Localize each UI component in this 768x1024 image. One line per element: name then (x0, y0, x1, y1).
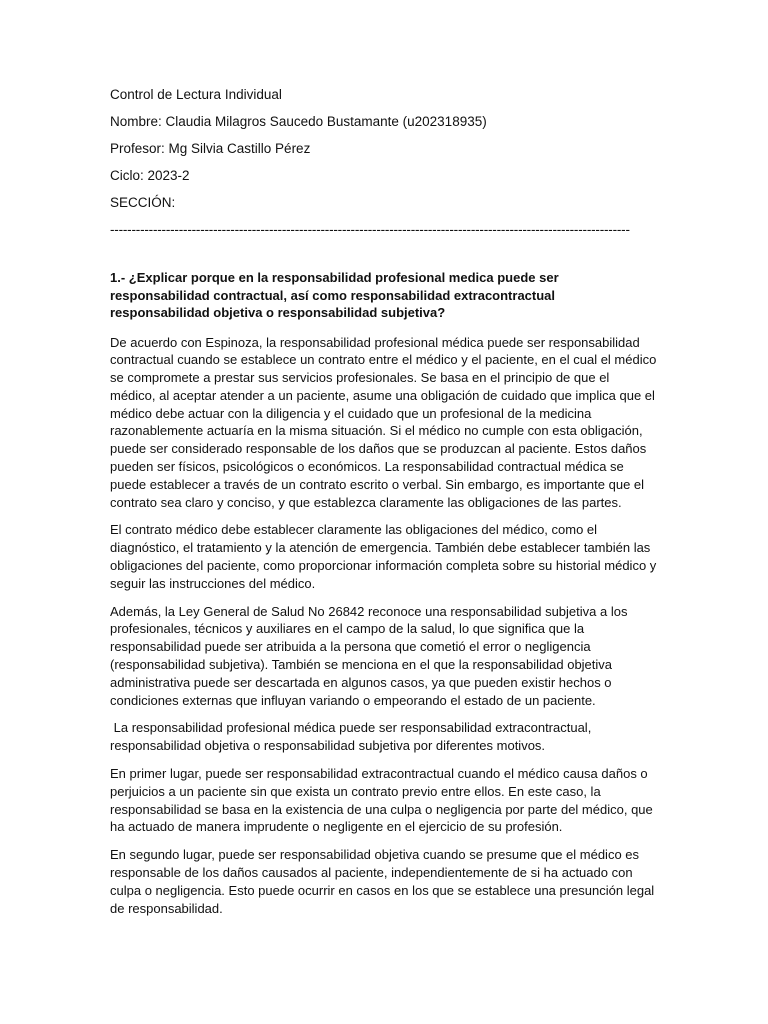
paragraph-1: De acuerdo con Espinoza, la responsabilidad profesional médica puede ser responsabilidad contractual cuando se establece un contrato entre el médico y el paciente, en el cual el médico se compromete a prestar sus servicios profesionales. Se basa en el principio de que el médico, al aceptar atender a un paciente, asume una obligación de cuidado que implica que el médico debe actuar con la diligencia y el cuidado que un profesional de la medicina razonablemente actuaría en la misma situación. Si el médico no cumple con esta obligación, puede ser considerado responsable de los daños que se produzcan al paciente. Estos daños pueden ser físicos, psicológicos o económicos. La responsabilidad contractual médica se puede establecer a través de un contrato escrito o verbal. Sin embargo, es importante que el contrato sea claro y conciso, y que establezca claramente las obligaciones de las partes. (110, 334, 657, 510)
professor-name: Profesor: Mg Silvia Castillo Pérez (110, 141, 311, 156)
paragraph-2: El contrato médico debe establecer claramente las obligaciones del médico, como el diagnóstico, el tratamiento y la atención de emergencia. También debe establecer también las obligaciones del paciente, como proporcionar información completa sobre su historial médico y seguir las instrucciones del médico. (110, 522, 657, 591)
paragraph-4: La responsabilidad profesional médica puede ser responsabilidad extracontractual, responsabilidad objetiva o responsabilidad subjetiva por diferentes motivos. (110, 720, 595, 754)
paragraph-6: En segundo lugar, puede ser responsabilidad objetiva cuando se presume que el médico es responsable de los daños causados al paciente, independientemente de si ha actuado con culpa o negligencia. Esto puede ocurrir en casos en los que se establece una presunción legal de responsabilidad. (110, 847, 655, 916)
paragraph-3: Además, la Ley General de Salud No 26842 reconoce una responsabilidad subjetiva a los profesionales, técnicos y auxiliares en el campo de la salud, lo que significa que la responsabilidad puede ser atribuida a la persona que cometió el error o negligencia (responsabilidad subjetiva). También se menciona en el que la responsabilidad objetiva administrativa puede ser descartada en algunos casos, ya que pueden existir hechos o condiciones externas que influyan variando o empeorando el estado de un paciente. (110, 603, 628, 708)
paragraph-5: En primer lugar, puede ser responsabilidad extracontractual cuando el médico causa daños o perjuicios a un paciente sin que exista un contrato previo entre ellos. En este caso, la responsabilidad se basa en la existencia de una culpa o negligencia por parte del médico, que ha actuado de manera imprudente o negligente en el ejercicio de su profesión. (110, 766, 653, 835)
section-label: SECCIÓN: (110, 195, 176, 210)
question-heading: 1.- ¿Explicar porque en la responsabilidad profesional medica puede ser responsabilidad contractual, así como responsabilidad extracontractual responsabilidad objetiva o responsabilidad subjetiva? (110, 270, 559, 320)
document-page (110, 86, 658, 927)
student-name: Nombre: Claudia Milagros Saucedo Bustamante (u202318935) (110, 114, 487, 129)
document-title: Control de Lectura Individual (110, 87, 282, 102)
separator-line: ------------------------------------------------------------------------------------------------------------------------- (110, 222, 630, 237)
cycle: Ciclo: 2023-2 (110, 168, 190, 183)
